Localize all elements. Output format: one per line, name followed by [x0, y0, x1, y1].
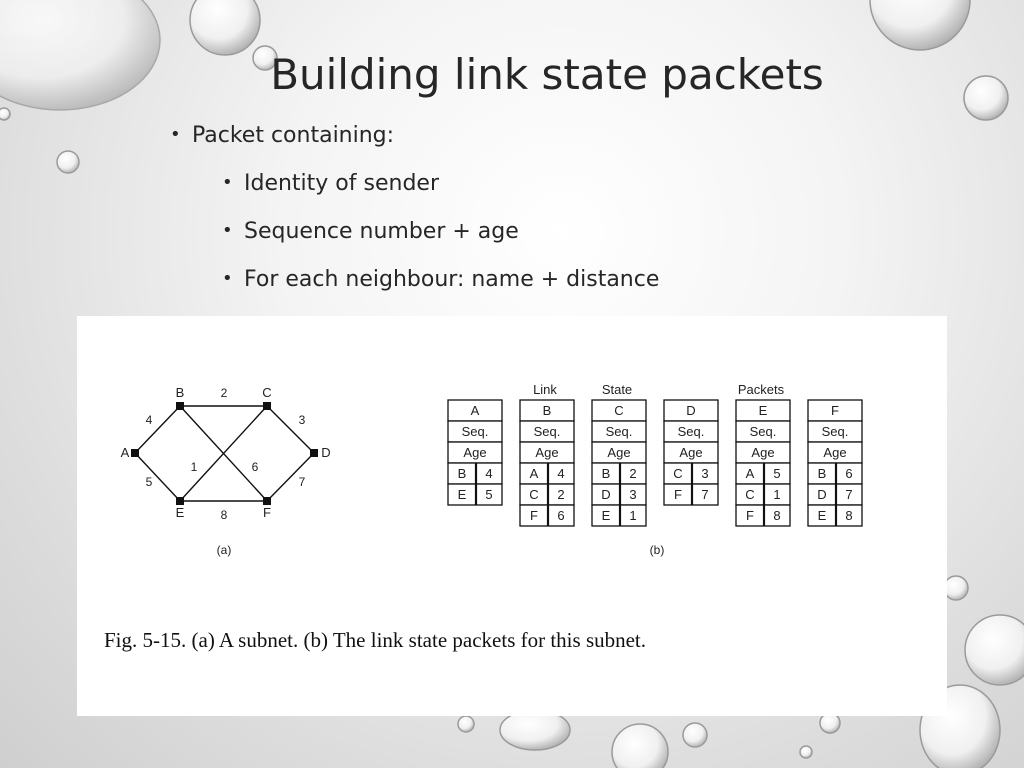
- neighbor-name: C: [745, 487, 755, 502]
- packet-age-label: Age: [463, 445, 487, 460]
- neighbor-distance: 2: [557, 487, 565, 502]
- link-state-figure: [77, 316, 947, 716]
- edge-weight: 6: [251, 460, 259, 474]
- bullet-dot-icon: •: [222, 220, 233, 241]
- neighbor-distance: 6: [845, 466, 853, 481]
- link-state-packets: [448, 400, 862, 526]
- packet-seq-label: Seq.: [605, 424, 633, 439]
- neighbor-name: B: [817, 466, 827, 481]
- node-label: B: [175, 385, 185, 400]
- packet-age-label: Age: [607, 445, 631, 460]
- neighbor-name: E: [817, 508, 827, 523]
- neighbor-distance: 5: [485, 487, 493, 502]
- bullet-text: Sequence number + age: [244, 219, 519, 244]
- subnet-node-A: [131, 449, 139, 457]
- packets-heading-link: Link: [533, 382, 557, 397]
- packet-age-label: Age: [751, 445, 775, 460]
- packet-table-B: [520, 400, 574, 526]
- node-label: F: [263, 505, 271, 520]
- packets-heading-packets: Packets: [737, 382, 785, 397]
- bullet-item: [222, 219, 519, 244]
- neighbor-distance: 8: [845, 508, 853, 523]
- neighbor-name: C: [529, 487, 539, 502]
- neighbor-distance: 7: [701, 487, 709, 502]
- bullet-dot-icon: •: [222, 172, 233, 193]
- packet-router-label: B: [542, 403, 552, 418]
- packet-age-label: Age: [679, 445, 703, 460]
- neighbor-distance: 1: [773, 487, 781, 502]
- subnet-edge-FD: [267, 453, 314, 501]
- subnet-edge-AE: [135, 453, 180, 501]
- subnet-node-E: [176, 497, 184, 505]
- bullet-dot-icon: •: [170, 124, 181, 145]
- neighbor-distance: 2: [629, 466, 637, 481]
- subnet-node-C: [263, 402, 271, 410]
- packet-seq-label: Seq.: [749, 424, 777, 439]
- neighbor-name: F: [674, 487, 682, 502]
- subnet-graph: [121, 385, 331, 522]
- figure-label-b: (b): [649, 543, 665, 557]
- subnet-node-D: [310, 449, 318, 457]
- slide-title: Building link state packets: [270, 50, 824, 99]
- neighbor-name: F: [530, 508, 538, 523]
- neighbor-name: E: [601, 508, 611, 523]
- neighbor-distance: 4: [485, 466, 493, 481]
- edge-weight: 3: [298, 413, 306, 427]
- packet-seq-label: Seq.: [461, 424, 489, 439]
- figure-label-a: (a): [216, 543, 232, 557]
- neighbor-distance: 7: [845, 487, 853, 502]
- neighbor-distance: 4: [557, 466, 565, 481]
- packet-router-label: A: [470, 403, 480, 418]
- neighbor-distance: 8: [773, 508, 781, 523]
- packet-table-D: [664, 400, 718, 505]
- bullet-item: [222, 171, 439, 196]
- figure-canvas: [77, 316, 947, 716]
- edge-weight: 5: [145, 475, 153, 489]
- edge-weight: 7: [298, 475, 306, 489]
- neighbor-distance: 5: [773, 466, 781, 481]
- node-label: E: [175, 505, 185, 520]
- packets-heading-state: State: [601, 382, 633, 397]
- packet-router-label: D: [686, 403, 696, 418]
- neighbor-name: A: [745, 466, 755, 481]
- node-label: C: [262, 385, 272, 400]
- node-label: A: [120, 445, 130, 460]
- packet-seq-label: Seq.: [677, 424, 705, 439]
- neighbor-name: F: [746, 508, 754, 523]
- bullet-item: [222, 267, 659, 292]
- packet-router-label: E: [758, 403, 768, 418]
- packet-table-F: [808, 400, 862, 526]
- neighbor-distance: 3: [629, 487, 637, 502]
- neighbor-name: B: [457, 466, 467, 481]
- neighbor-name: E: [457, 487, 467, 502]
- neighbor-name: D: [601, 487, 611, 502]
- subnet-edge-AB: [135, 406, 180, 453]
- edge-weight: 1: [190, 460, 198, 474]
- packet-table-A: [448, 400, 502, 505]
- subnet-edge-CD: [267, 406, 314, 453]
- neighbor-name: B: [601, 466, 611, 481]
- edge-weight: 2: [220, 386, 228, 400]
- packet-seq-label: Seq.: [821, 424, 849, 439]
- packet-router-label: C: [614, 403, 624, 418]
- packet-table-E: [736, 400, 790, 526]
- packet-age-label: Age: [535, 445, 559, 460]
- neighbor-name: D: [817, 487, 827, 502]
- edge-weight: 8: [220, 508, 228, 522]
- bullet-text: For each neighbour: name + distance: [244, 267, 660, 292]
- subnet-node-B: [176, 402, 184, 410]
- node-label: D: [321, 445, 331, 460]
- figure-caption: Fig. 5-15. (a) A subnet. (b) The link state packets for this subnet.: [104, 628, 647, 652]
- neighbor-distance: 1: [629, 508, 637, 523]
- packet-age-label: Age: [823, 445, 847, 460]
- neighbor-name: C: [673, 466, 683, 481]
- neighbor-name: A: [529, 466, 539, 481]
- bullet-dot-icon: •: [222, 268, 233, 289]
- bullet-item: [170, 123, 394, 148]
- bullet-text: Packet containing:: [192, 123, 395, 148]
- edge-weight: 4: [145, 413, 153, 427]
- subnet-node-F: [263, 497, 271, 505]
- packet-router-label: F: [831, 403, 839, 418]
- neighbor-distance: 3: [701, 466, 709, 481]
- packet-table-C: [592, 400, 646, 526]
- bullet-text: Identity of sender: [244, 171, 439, 196]
- neighbor-distance: 6: [557, 508, 565, 523]
- packet-seq-label: Seq.: [533, 424, 561, 439]
